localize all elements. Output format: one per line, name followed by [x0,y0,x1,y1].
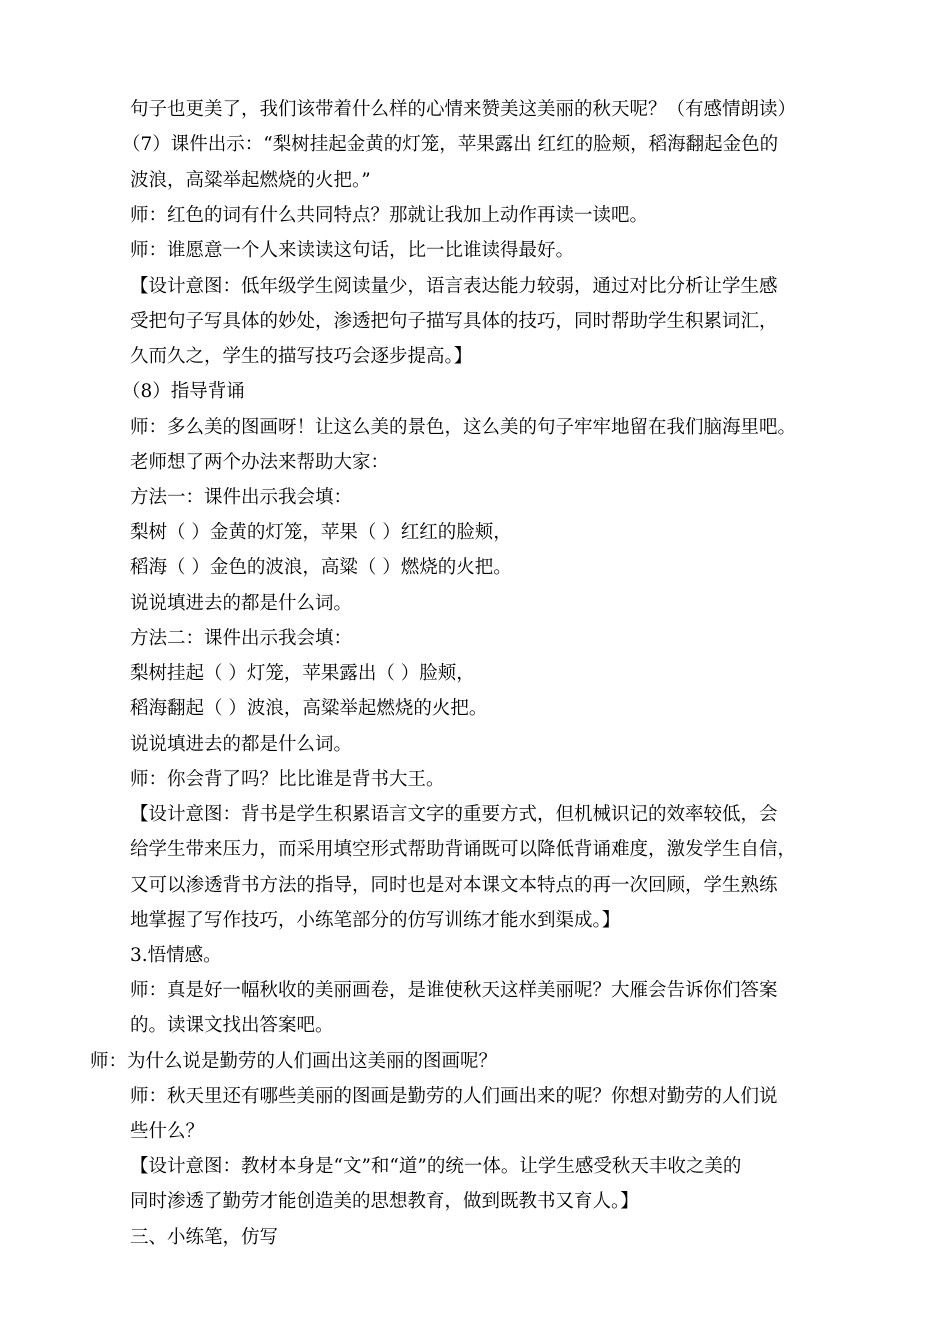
text-line: 师：为什么说是勤劳的人们画出这美丽的图画呢？ [90,1051,498,1072]
text-line: 的。读课文找出答案吧。 [130,1015,334,1036]
section-heading: 3.悟情感。 [130,945,222,966]
text-line: 说说填进去的都是什么词。 [130,593,353,614]
text-line: 师：谁愿意一个人来读读这句话，比一比谁读得最好。 [130,240,575,261]
text-line: 些什么？ [130,1121,205,1142]
design-intent-line: 给学生带来压力，而采用填空形式帮助背诵既可以降低背诵难度，激发学生自信， [130,839,797,860]
fill-blank-line: 稻海翻起（ ）波浪，高粱举起燃烧的火把。 [130,698,488,719]
text-line: 方法一：课件出示我会填： [130,487,353,508]
text-line: 师：你会背了吗？比比谁是背书大王。 [130,769,445,790]
text-line: 老师想了两个办法来帮助大家： [130,452,390,473]
section-heading: （8）指导背诵 [122,381,245,402]
text-line: （7）课件出示：“梨树挂起金黄的灯笼，苹果露出 红红的脸颊，稻海翻起金色的 [122,134,779,155]
text-line: 师：多么美的图画呀！让这么美的景色，这么美的句子牢牢地留在我们脑海里吧。 [130,417,797,438]
design-intent-line: 又可以渗透背书方法的指导，同时也是对本课文本特点的再一次回顾，学生熟练 [130,875,778,896]
text-line: 说说填进去的都是什么词。 [130,734,353,755]
fill-blank-line: 梨树（ ）金黄的灯笼，苹果（ ）红红的脸颊， [130,522,512,543]
text-line: 波浪，高粱举起燃烧的火把。” [130,170,371,191]
design-intent-line: 【设计意图：教材本身是“文”和“道”的统一体。让学生感受秋天丰收之美的 [130,1156,742,1177]
design-intent-line: 【设计意图：背书是学生积累语言文字的重要方式，但机械识记的效率较低，会 [130,804,778,825]
text-line: 句子也更美了，我们该带着什么样的心情来赞美这美丽的秋天呢？（有感情朗读） [130,99,797,120]
text-line: 方法二：课件出示我会填： [130,628,353,649]
design-intent-line: 久而久之，学生的描写技巧会逐步提高。】 [130,346,473,367]
design-intent-line: 【设计意图：低年级学生阅读量少，语言表达能力较弱，通过对比分析让学生感 [130,276,778,297]
text-line: 师：红色的词有什么共同特点？那就让我加上动作再读一读吧。 [130,205,649,226]
section-heading: 三、小练笔，仿写 [130,1227,279,1248]
fill-blank-line: 稻海（ ）金色的波浪，高粱（ ）燃烧的火把。 [130,557,512,578]
design-intent-line: 受把句子写具体的妙处，渗透把句子描写具体的技巧，同时帮助学生积累词汇， [130,311,778,332]
fill-blank-line: 梨树挂起（ ）灯笼，苹果露出（ ）脸颊， [130,663,475,684]
text-line: 师：真是好一幅秋收的美丽画卷，是谁使秋天这样美丽呢？大雁会告诉你们答案 [130,980,778,1001]
design-intent-line: 地掌握了写作技巧，小练笔部分的仿写训练才能水到渠成。】 [130,910,621,931]
design-intent-line: 同时渗透了勤劳才能创造美的思想教育，做到既教书又育人。】 [130,1191,639,1212]
text-line: 师：秋天里还有哪些美丽的图画是勤劳的人们画出来的呢？你想对勤劳的人们说 [130,1086,778,1107]
